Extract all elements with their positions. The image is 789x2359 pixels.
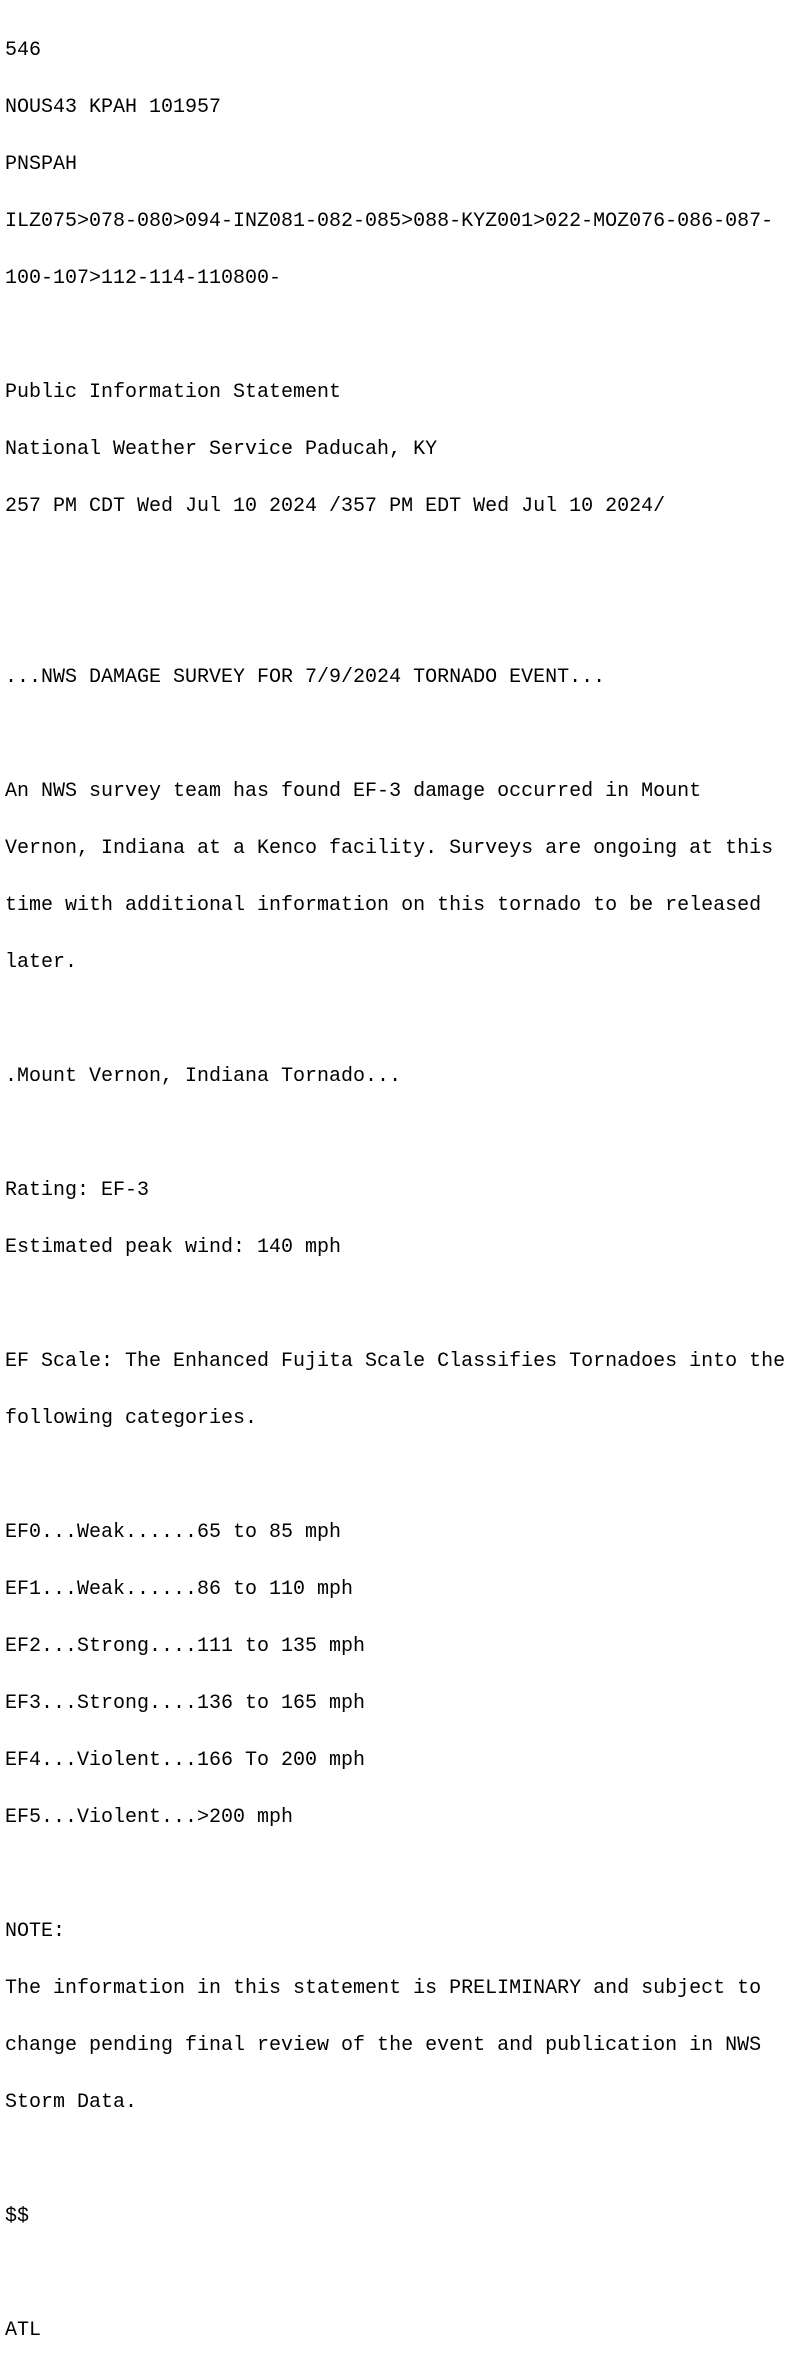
- blank-line: [5, 1865, 785, 1884]
- ef-scale-row: EF2...Strong....111 to 135 mph: [5, 1635, 366, 1658]
- zone-codes-line-1: ILZ075>078-080>094-INZ081-082-085>088-KYZ001>022-MOZ076-086-087-: [5, 210, 774, 233]
- blank-line: [5, 1124, 785, 1143]
- zone-codes-line-2: 100-107>112-114-110800-: [5, 267, 282, 290]
- blank-line: [5, 554, 785, 573]
- ef-scale-intro: EF Scale: The Enhanced Fujita Scale Classifies Tornadoes into the: [5, 1350, 786, 1373]
- ef-scale-intro: following categories.: [5, 1407, 258, 1430]
- summary-line: An NWS survey team has found EF-3 damage occurred in Mount: [5, 780, 702, 803]
- blank-line: [5, 1295, 785, 1314]
- sequence-number: 546: [5, 39, 42, 62]
- summary-line: later.: [5, 951, 78, 974]
- wmo-header: NOUS43 KPAH 101957: [5, 96, 222, 119]
- product-terminator: $$: [5, 2205, 30, 2228]
- summary-line: time with additional information on this tornado to be released: [5, 894, 762, 917]
- author-id: ATL: [5, 2319, 42, 2342]
- ef-scale-row: EF3...Strong....136 to 165 mph: [5, 1692, 366, 1715]
- issue-time: 257 PM CDT Wed Jul 10 2024 /357 PM EDT Wed Jul 10 2024/: [5, 495, 666, 518]
- ef-scale-row: EF0...Weak......65 to 85 mph: [5, 1521, 342, 1544]
- awips-id: PNSPAH: [5, 153, 78, 176]
- blank-line: [5, 326, 785, 345]
- event-peak-wind: Estimated peak wind: 140 mph: [5, 1236, 342, 1259]
- ef-scale-row: EF5...Violent...>200 mph: [5, 1806, 294, 1829]
- product-text: [5, 3, 785, 2359]
- note-line: Storm Data.: [5, 2091, 138, 2114]
- note-line: The information in this statement is PRELIMINARY and subject to: [5, 1977, 762, 2000]
- blank-line: [5, 725, 785, 744]
- blank-line: [5, 2264, 785, 2283]
- headline: ...NWS DAMAGE SURVEY FOR 7/9/2024 TORNADO EVENT...: [5, 666, 606, 689]
- issuing-office: National Weather Service Paducah, KY: [5, 438, 438, 461]
- event-rating: Rating: EF-3: [5, 1179, 150, 1202]
- blank-line: [5, 1010, 785, 1029]
- note-line: change pending final review of the event and publication in NWS: [5, 2034, 762, 2057]
- blank-line: [5, 2150, 785, 2169]
- note-label: NOTE:: [5, 1920, 66, 1943]
- product-title: Public Information Statement: [5, 381, 342, 404]
- event-name: .Mount Vernon, Indiana Tornado...: [5, 1065, 402, 1088]
- ef-scale-row: EF4...Violent...166 To 200 mph: [5, 1749, 366, 1772]
- blank-line: [5, 1466, 785, 1485]
- ef-scale-row: EF1...Weak......86 to 110 mph: [5, 1578, 354, 1601]
- summary-line: Vernon, Indiana at a Kenco facility. Surveys are ongoing at this: [5, 837, 774, 860]
- blank-line: [5, 611, 785, 630]
